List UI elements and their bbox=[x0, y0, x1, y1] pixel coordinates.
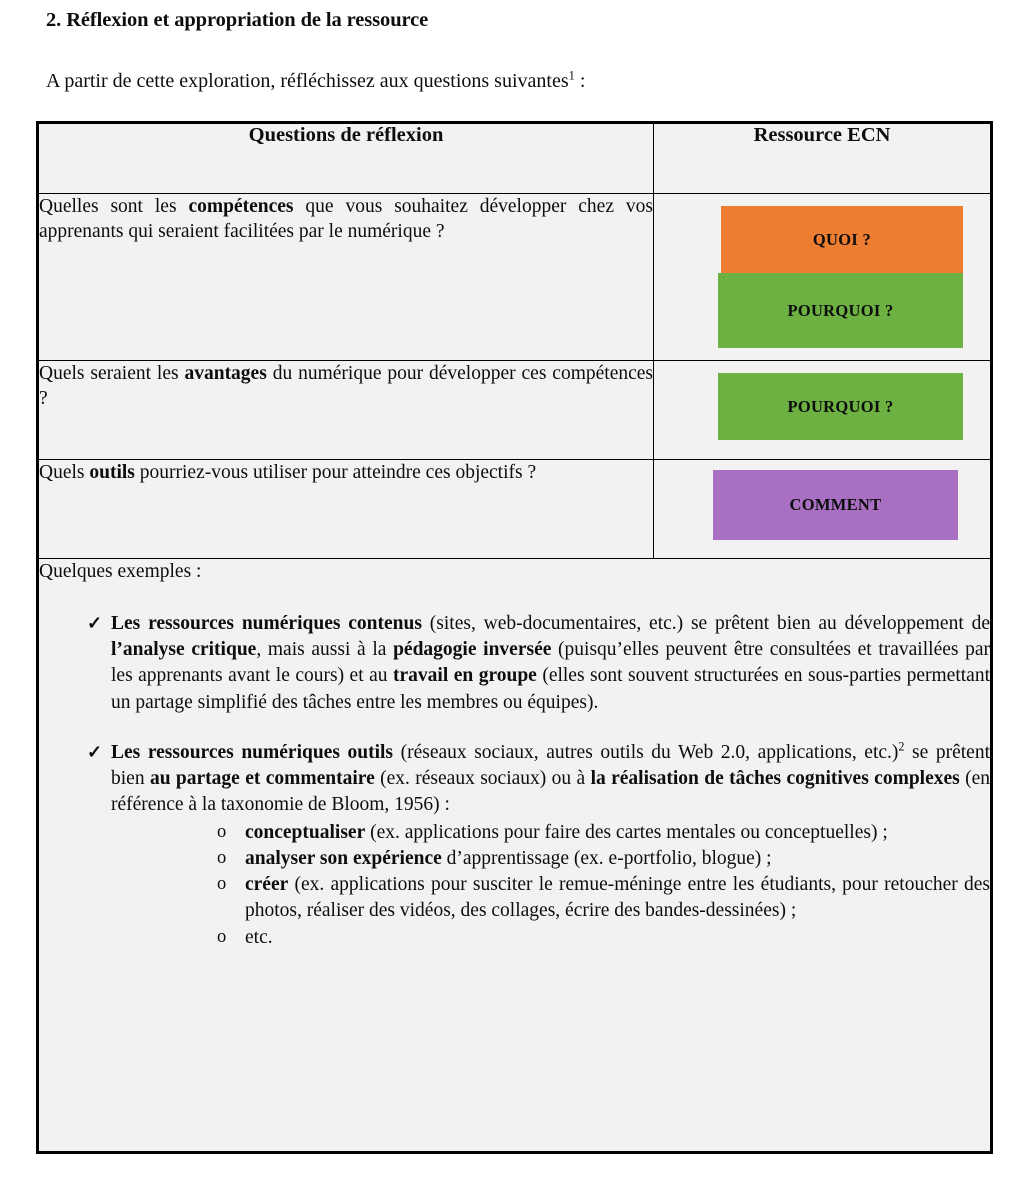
list-item bbox=[183, 846, 990, 872]
reflection-table bbox=[36, 121, 993, 1154]
table-row bbox=[38, 194, 992, 361]
intro-text: A partir de cette exploration, réfléchissez aux questions suivantes bbox=[46, 70, 569, 92]
check-icon: ✓ bbox=[87, 741, 103, 762]
check-icon: ✓ bbox=[87, 613, 103, 634]
sub-item-lead-conceptualiser: conceptualiser bbox=[245, 822, 366, 843]
circle-bullet-icon: o bbox=[217, 848, 227, 869]
sub-item-lead-creer: créer bbox=[245, 874, 289, 896]
example-text-1: Les ressources numériques contenus (sites, web-documentaires, etc.) se prêtent bien au développement de l’analyse critique, mais aussi à la pédagogie inversée (puisqu’elles peuvent être consultées et travaillées par les apprenants avant le cours) et au travail en groupe (elles sont souvent structurées en sous-parties permettant un partage simplifié des tâches entre les membres ou équipes). bbox=[111, 613, 991, 713]
examples-cell bbox=[38, 559, 992, 1153]
question-cell-3 bbox=[38, 460, 654, 559]
list-item bbox=[39, 611, 990, 716]
intro-paragraph bbox=[46, 70, 585, 93]
example-text-2: Les ressources numériques outils (réseaux sociaux, autres outils du Web 2.0, applications, etc.)$^2$ se prêtent bien au partage et commentaire (ex. réseaux sociaux) ou à la réalisation de tâches cognitives complexes (en référence à la taxonomie de Bloom, 1956) : bbox=[111, 739, 991, 815]
resource-cell-3 bbox=[654, 460, 992, 559]
question-cell-2 bbox=[38, 361, 654, 460]
question-text-1-part-1: Quelles sont les bbox=[39, 196, 189, 217]
sub-item-rest-analyser: d’apprentissage (ex. e-portfolio, blogue) ; bbox=[441, 848, 772, 870]
circle-bullet-icon: o bbox=[217, 874, 227, 895]
sub-item-rest-creer: (ex. applications pour susciter le remue-méninge entre les étudiants, pour retoucher des photos, réaliser des vidéos, des collages, écrire des bandes-dessinées) ; bbox=[245, 874, 990, 922]
question-text-2-part-1: Quels seraient les bbox=[39, 363, 185, 384]
badge-comment: COMMENT bbox=[713, 470, 958, 540]
question-text-1-bold: compétences bbox=[188, 196, 294, 217]
examples-list bbox=[39, 611, 990, 951]
table-row bbox=[38, 361, 992, 460]
list-item bbox=[183, 925, 990, 951]
list-item bbox=[39, 740, 990, 951]
circle-bullet-icon: o bbox=[217, 822, 227, 842]
sub-list-wrapper bbox=[183, 820, 990, 951]
badge-pourquoi: POURQUOI ? bbox=[718, 373, 963, 440]
list-item bbox=[183, 872, 990, 924]
question-text-2-part-3: du numérique pour développer ces compétences ? bbox=[39, 363, 654, 410]
examples-row bbox=[38, 559, 992, 1153]
circle-bullet-icon: o bbox=[217, 926, 227, 947]
sub-item-rest-conceptualiser: (ex. applications pour faire des cartes mentales ou conceptuelles) ; bbox=[365, 822, 888, 843]
table-header-row bbox=[38, 123, 992, 194]
header-questions: Questions de réflexion bbox=[38, 123, 654, 194]
list-item bbox=[183, 820, 990, 846]
question-text-3-part-1: Quels bbox=[39, 462, 90, 483]
badge-pourquoi: POURQUOI ? bbox=[718, 273, 963, 348]
footnote-marker-2: 2 bbox=[898, 739, 905, 754]
question-text-3-bold: outils bbox=[89, 462, 135, 483]
question-text-3-part-3: pourriez-vous utiliser pour atteindre ces objectifs ? bbox=[134, 462, 537, 483]
question-cell-1 bbox=[38, 194, 654, 361]
section-heading: 2. Réflexion et appropriation de la ressource bbox=[46, 9, 429, 31]
table-row bbox=[38, 460, 992, 559]
sub-item-lead-analyser: analyser son expérience bbox=[245, 848, 442, 870]
sub-item-rest-etc: etc. bbox=[245, 926, 273, 948]
resource-cell-1 bbox=[654, 194, 992, 361]
intro-suffix: : bbox=[574, 70, 586, 92]
resource-cell-2 bbox=[654, 361, 992, 460]
header-resource: Ressource ECN bbox=[654, 123, 992, 194]
footnote-marker-1: 1 bbox=[568, 68, 575, 83]
badge-quoi: QUOI ? bbox=[721, 206, 963, 273]
question-text-1-part-3: que vous souhaitez développer chez vos apprenants qui seraient facilitées par le numérique ? bbox=[39, 196, 653, 243]
examples-lead: Quelques exemples : bbox=[39, 561, 202, 582]
question-text-2-bold: avantages bbox=[184, 363, 267, 384]
sub-examples-list bbox=[183, 820, 990, 951]
